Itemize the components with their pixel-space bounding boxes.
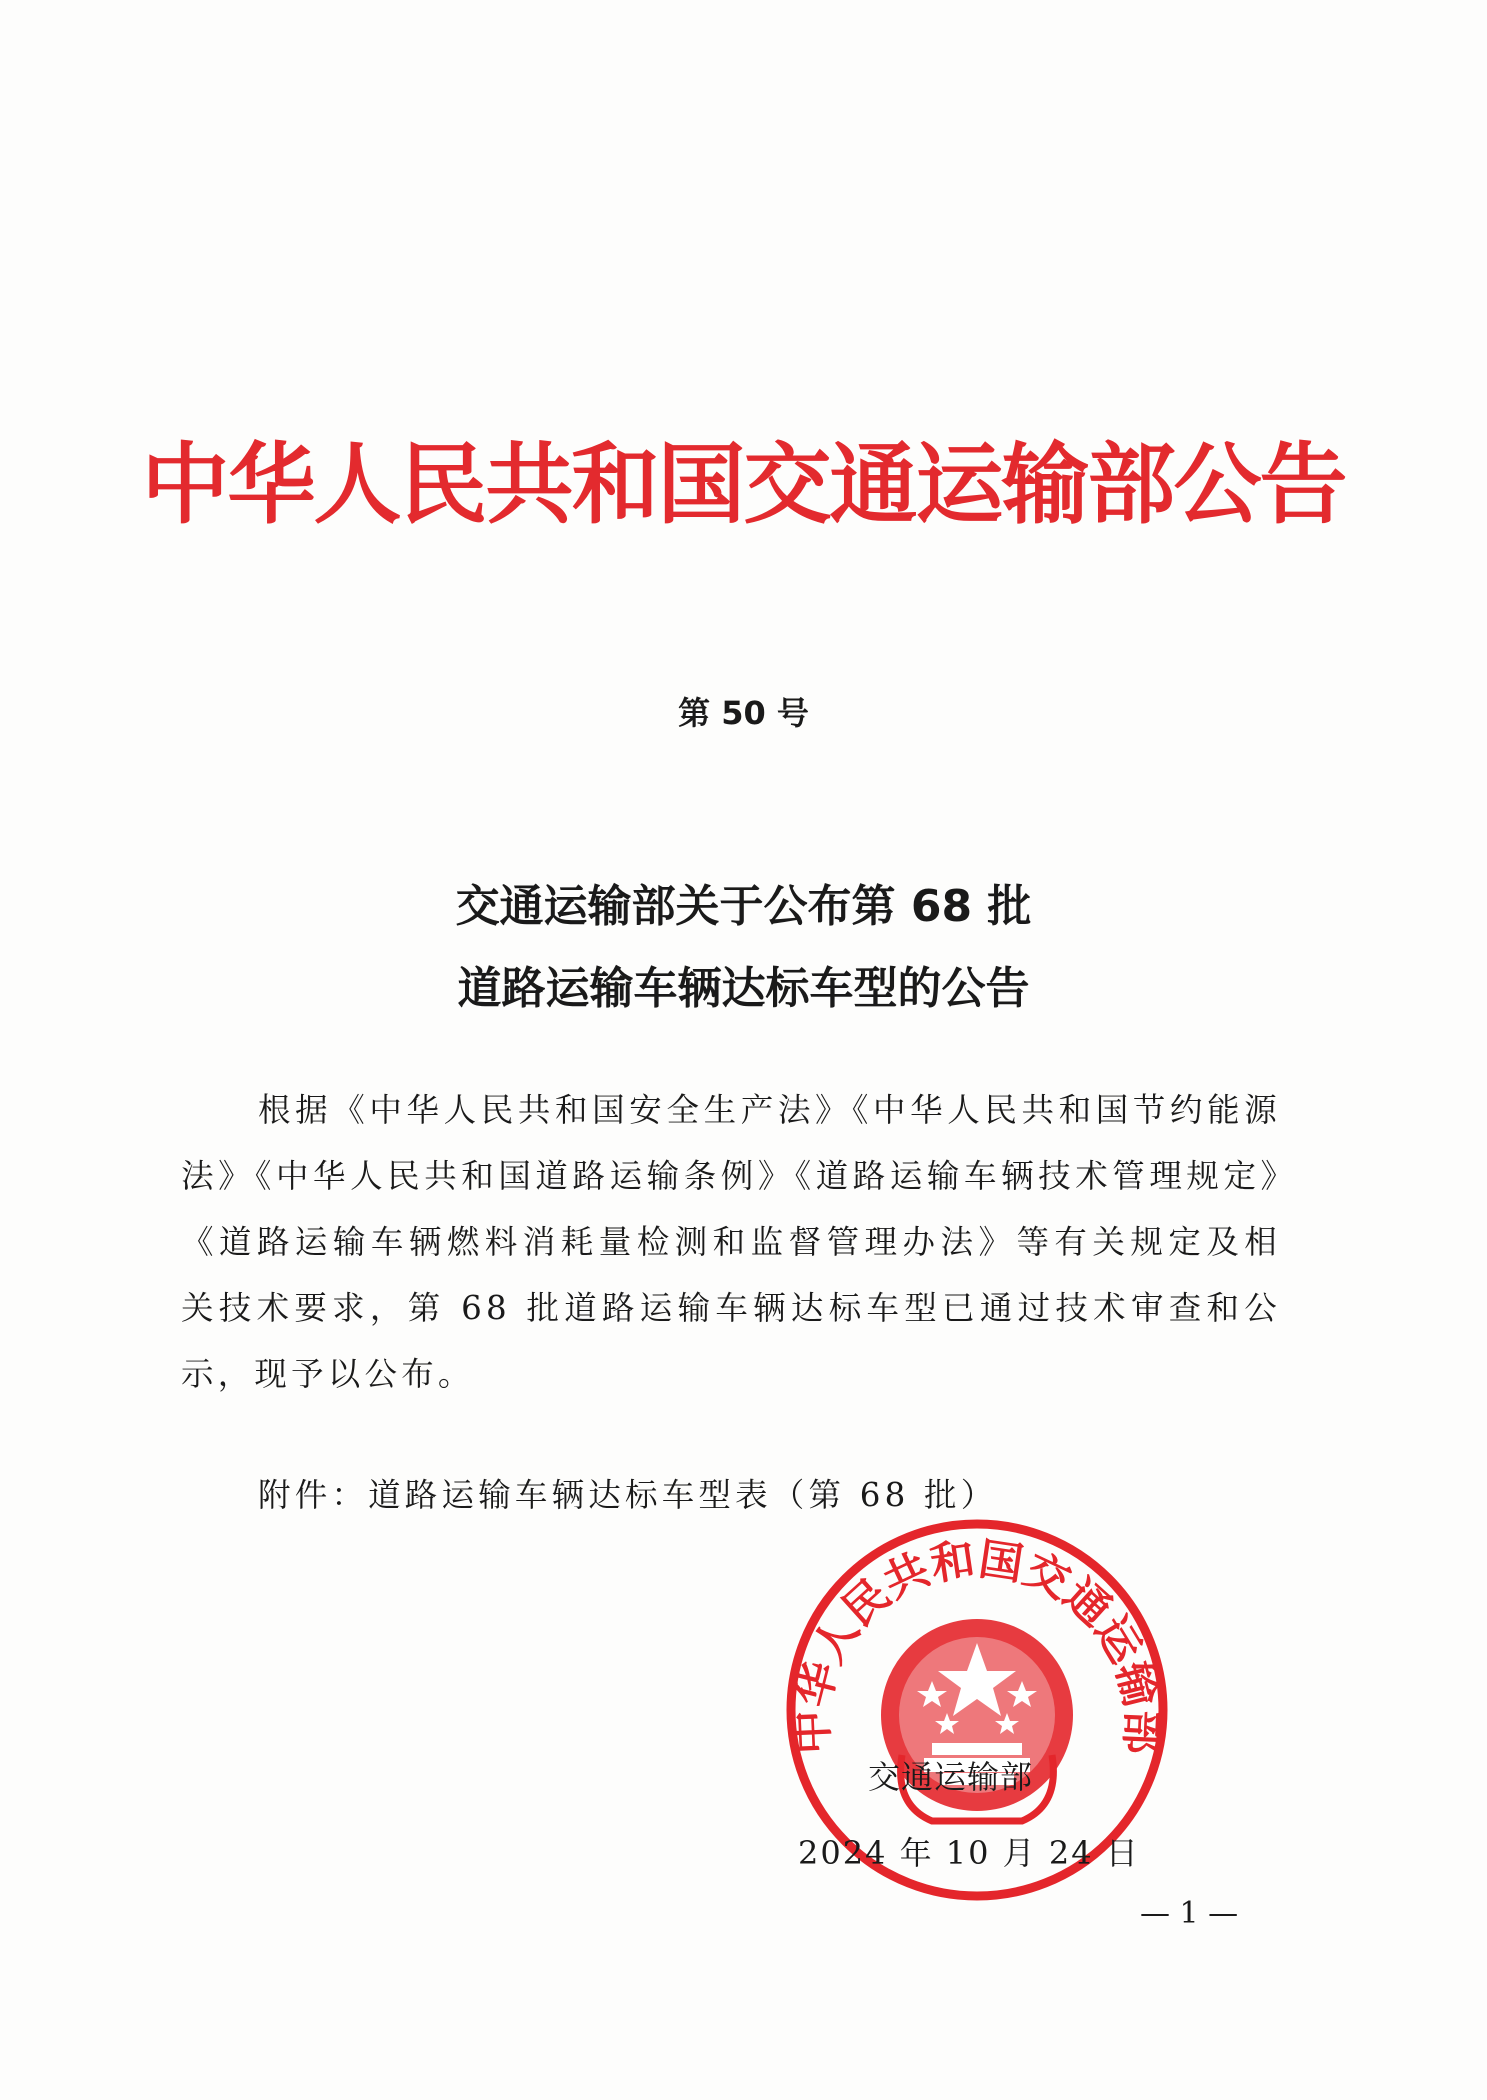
body-paragraph: 根据《中华人民共和国安全生产法》《中华人民共和国节约能源法》《中华人民共和国道路运输条例》《道路运输车辆技术管理规定》《道路运输车辆燃料消耗量检测和监督管理办法》等有关规定及相关技术要求，第 68 批道路运输车辆达标车型已通过技术审查和公示，现予以公布。 xyxy=(181,1091,1281,1393)
issue-date: 2024 年 10 月 24 日 xyxy=(798,1834,1140,1872)
title-line-2: 道路运输车辆达标车型的公告 xyxy=(457,963,1030,1014)
title-line-1: 交通运输部关于公布第 68 批 xyxy=(455,881,1032,932)
page-number: — 1 — xyxy=(1140,1896,1239,1931)
attachment-line: 附件：道路运输车辆达标车型表（第 68 批） xyxy=(258,1476,998,1514)
masthead-title: 中华人民共和国交通运输部公告 xyxy=(141,432,1346,536)
announcement-title xyxy=(0,866,1487,1030)
seal-text: 中华人民共和国交通运输部 xyxy=(786,1533,1168,1756)
document-number: 第 50 号 xyxy=(678,694,809,732)
issuer-name: 交通运输部 xyxy=(868,1758,1034,1796)
